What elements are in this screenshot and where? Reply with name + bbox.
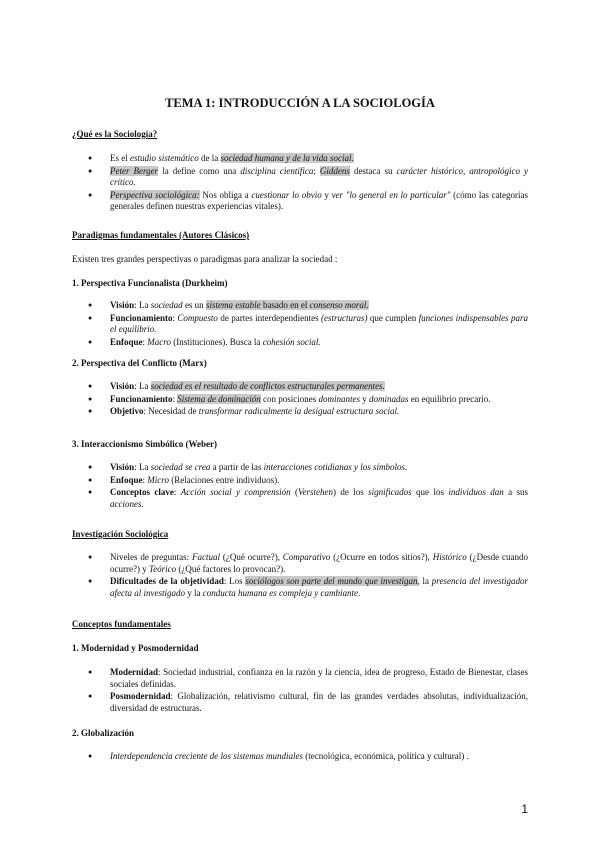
section-heading-paradigmas: Paradigmas fundamentales (Autores Clásicos): [72, 230, 250, 240]
list-item: ● Perspectiva sociológica: Nos obliga a cuestionar lo obvio y ver "lo general en lo particular" (cómo las categorías generales definen nuestras experiencias vitales).: [72, 190, 528, 213]
page-number: 1: [521, 802, 528, 816]
list-globalizacion: [72, 751, 528, 764]
section-heading-que-es: ¿Qué es la Sociología?: [72, 129, 158, 139]
list-modernidad: [72, 667, 528, 715]
subheading-modernidad: 1. Modernidad y Posmodernidad: [72, 643, 199, 653]
page-title: TEMA 1: INTRODUCCIÓN A LA SOCIOLOGÍA: [165, 96, 435, 110]
paradigmas-intro: Existen tres grandes perspectivas o paradigmas para analizar la sociedad :: [72, 254, 338, 264]
subheading-interaccionismo: 3. Interaccionismo Simbólico (Weber): [72, 439, 217, 449]
list-que-es: [72, 153, 528, 214]
list-item: ● Funcionamiento: Compuesto de partes interdependientes (estructuras) que cumplen funciones indispensables para el equilibrio.: [72, 313, 528, 336]
section-heading-conceptos: Conceptos fundamentales: [72, 619, 171, 629]
list-item: ● Enfoque: Macro (Instituciones). Busca la cohesión social.: [72, 337, 528, 349]
subheading-globalizacion: 2. Globalización: [72, 728, 135, 738]
list-item: ● Conceptos clave: Acción social y comprensión (Verstehen) de los significados que los individuos dan a sus acciones.: [72, 487, 528, 510]
list-item: ● Funcionamiento: Sistema de dominación con posiciones dominantes y dominadas en equilibrio precario.: [72, 394, 528, 406]
list-item: ● Visión: La sociedad es un sistema estable basado en el consenso moral.: [72, 300, 528, 312]
list-item: ● Interdependencia creciente de los sistemas mundiales (tecnológica, económica, política y cultural) .: [72, 751, 528, 763]
list-item: ● Posmodernidad: Globalización, relativismo cultural, fin de las grandes verdades absolutas, individualización, diversidad de estructuras.: [72, 691, 528, 714]
list-funcionalista: [72, 300, 528, 349]
list-item: ● Objetivo: Necesidad de transformar radicalmente la desigual estructura social.: [72, 406, 528, 418]
list-item: ● Visión: La sociedad es el resultado de conflictos estructurales permanentes.: [72, 381, 528, 393]
section-heading-investigacion: Investigación Sociológica: [72, 529, 169, 539]
list-item: ● Dificultades de la objetividad: Los sociólogos son parte del mundo que investigan, la presencia del investigador afecta al investigado y la conducta humana es compleja y cambiante.: [72, 576, 528, 599]
subheading-conflicto: 2. Perspectiva del Conflicto (Marx): [72, 358, 207, 368]
list-interaccionismo: [72, 462, 528, 511]
list-item: ● Niveles de preguntas: Factual (¿Qué ocurre?), Comparativo (¿Ocurre en todos sitios?), Histórico (¿Desde cuando ocurre?) y Teórico (¿Qué factores lo provocan?).: [72, 552, 528, 575]
list-investigacion: [72, 552, 528, 600]
list-item: ● Visión: La sociedad se crea a partir de las interacciones cotidianas y los símbolos.: [72, 462, 528, 474]
list-item: ● Peter Berger la define como una disciplina científica; Giddens destaca su carácter histórico, antropológico y crítico.: [72, 166, 528, 189]
list-item: ● Enfoque: Micro (Relaciones entre individuos).: [72, 475, 528, 487]
list-conflicto: [72, 381, 528, 419]
list-item: ● Modernidad: Sociedad industrial, confianza en la razón y la ciencia, idea de progreso, Estado de Bienestar, clases sociales definidas.: [72, 667, 528, 690]
subheading-funcionalista: 1. Perspectiva Funcionalista (Durkheim): [72, 278, 228, 288]
list-item: ● Es el estudio sistemático de la sociedad humana y de la vida social.: [72, 153, 528, 165]
